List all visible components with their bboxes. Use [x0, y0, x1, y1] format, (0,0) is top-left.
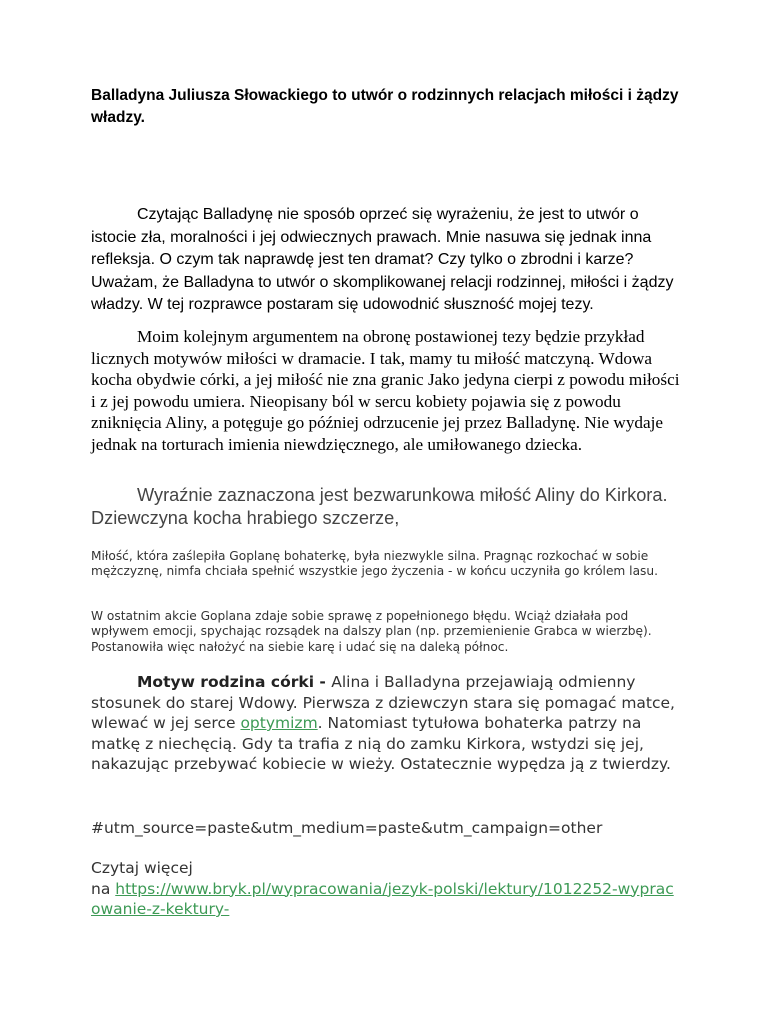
goplana-paragraph-2: W ostatnim akcie Goplana zdaje sobie sprawę z popełnionego błędu. Wciąż działała pod wpływem emocji, spychając rozsądek na dalszy plan (np. przemienienie Grabca w wierzbę). Postanowiła więc nałożyć na siebie karę i udać się na daleką północ.	[91, 609, 652, 654]
motif-lead: Motyw rodzina córki -	[137, 673, 332, 691]
motif-text-after-link: . Natomiast tytułowa bohaterka patrzy na matkę z niechęcią. Gdy ta trafia z nią do zamku Kirkora, wstydzi się jej, nakazując przebywać kobiecie w wieży. Ostatecznie wypędza ją z twierdzy.	[91, 714, 671, 773]
read-more-link[interactable]: https://www.bryk.pl/wypracowania/jezyk-polski/lektury/1012252-wypracowanie-z-kektury-	[91, 879, 674, 918]
read-more-label: Czytaj więcej	[91, 859, 193, 877]
read-more-block	[91, 858, 681, 920]
read-more-prefix: na	[91, 879, 116, 898]
alina-paragraph: Wyraźnie zaznaczona jest bezwarunkowa miłość Aliny do Kirkora. Dziewczyna kocha hrabiego szczerze,	[91, 485, 668, 528]
goplana-paragraph-1: Miłość, która zaślepiła Goplanę bohaterkę, była niezwykle silna. Pragnąc rozkochać w sobie mężczyznę, nimfa chciała spełnić wszystkie jego życzenia - w końcu uczyniła go królem lasu.	[91, 549, 658, 579]
document-title: Balladyna Juliusza Słowackiego to utwór o rodzinnych relacjach miłości i żądzy władzy.	[91, 87, 679, 126]
intro-paragraph: Czytając Balladynę nie sposób oprzeć się wyrażeniu, że jest to utwór o istocie zła, moralności i jej odwiecznych prawach. Mnie nasuwa się jednak inna refleksja. O czym tak naprawdę jest ten dramat? Czy tylko o zbrodni i karze? Uważam, że Balladyna to utwór o skomplikowanej relacji rodzinnej, miłości i żądzy władzy. W tej rozprawce postaram się udowodnić słuszność mojej tezy.	[91, 206, 674, 313]
utm-line: #utm_source=paste&utm_medium=paste&utm_campaign=other	[91, 819, 603, 837]
motif-paragraph	[91, 672, 681, 775]
motif-text-before-link: Alina i Balladyna przejawiają odmienny stosunek do starej Wdowy. Pierwsza z dziewczyn stara się pomagać matce, wlewać w jej serce	[91, 673, 675, 732]
argument-paragraph: Moim kolejnym argumentem na obronę postawionej tezy będzie przykład licznych motywów miłości w dramacie. I tak, mamy tu miłość matczyną. Wdowa kocha obydwie córki, a jej miłość nie zna granic Jako jedyna cierpi z powodu miłości i z jej powodu umiera. Nieopisany ból w sercu kobiety pojawia się z powodu zniknięcia Aliny, a potęguje go później odrzucenie jej przez Balladynę. Nie wydaje jednak na torturach imienia niewdzięcznego, ale umiłowanego dziecka.	[91, 327, 680, 454]
optymizm-link[interactable]: optymizm	[240, 714, 318, 732]
